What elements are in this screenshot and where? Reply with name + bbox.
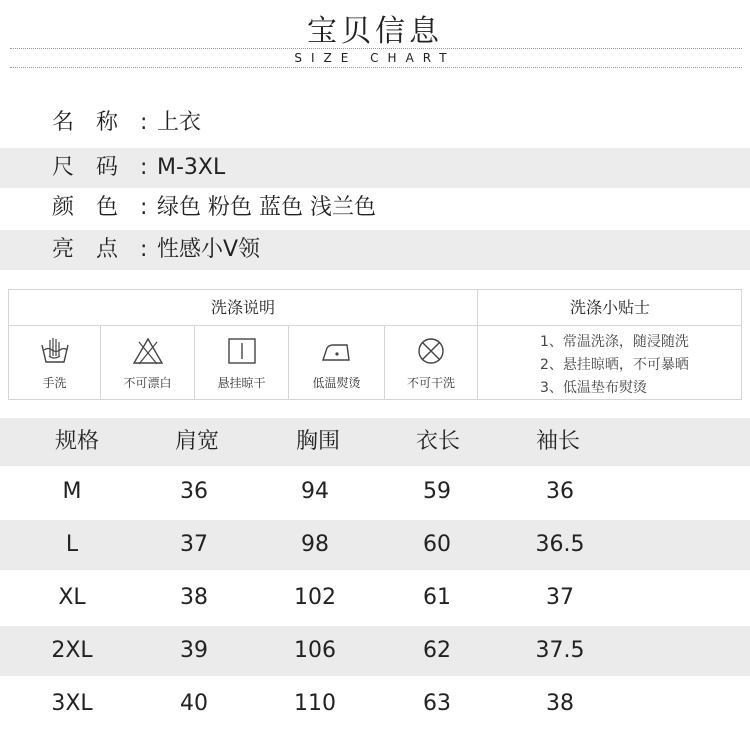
info-label: 亮点: [52, 237, 170, 262]
table-cell: 36.5 [535, 532, 585, 557]
table-cell: 60 [423, 532, 451, 557]
table-cell: 36 [546, 479, 574, 504]
table-row [0, 679, 750, 729]
info-row-name [0, 103, 750, 143]
divider [10, 67, 742, 68]
table-cell: 59 [423, 479, 451, 504]
info-row-size [0, 148, 750, 188]
page-subtitle: SIZE CHART [294, 51, 456, 65]
table-cell: 62 [423, 638, 451, 663]
table-cell: 106 [294, 638, 336, 663]
washing-tips [478, 326, 742, 399]
column-header: 肩宽 [174, 429, 219, 454]
no-bleach-icon [132, 336, 164, 366]
table-row [0, 626, 750, 676]
table-cell: 39 [180, 638, 208, 663]
wash-item [9, 326, 101, 399]
divider [10, 48, 742, 49]
info-row-color [0, 188, 750, 228]
table-cell: L [65, 532, 79, 557]
info-value: 上衣 [157, 110, 202, 135]
table-row [0, 467, 750, 517]
table-cell: 38 [180, 585, 208, 610]
info-value: 性感小V领 [157, 237, 261, 262]
wash-label: 不可干洗 [406, 376, 455, 390]
table-cell: 63 [423, 691, 451, 716]
wash-item [195, 326, 289, 399]
tip-item: 1、常温洗涤，随浸随洗 [540, 334, 689, 350]
column-header: 袖长 [535, 429, 580, 454]
size-table-header [0, 418, 750, 466]
table-cell: 102 [294, 585, 336, 610]
column-header: 衣长 [415, 429, 460, 454]
column-header: 规格 [54, 429, 99, 454]
table-cell: 37.5 [535, 638, 585, 663]
wash-label: 手洗 [42, 376, 67, 390]
column-header: 胸围 [295, 429, 340, 454]
tip-item: 2、悬挂晾晒，不可暴晒 [540, 357, 689, 373]
table-cell: 37 [546, 585, 574, 610]
wash-item [385, 326, 478, 399]
tips-title: 洗涤小贴士 [478, 290, 742, 326]
table-cell: M [62, 479, 82, 504]
info-value: 绿色 粉色 蓝色 浅兰色 [157, 195, 376, 220]
hand-wash-icon [39, 336, 71, 366]
table-cell: 110 [294, 691, 336, 716]
wash-label: 悬挂晾干 [217, 376, 266, 390]
wash-item [101, 326, 195, 399]
table-cell: XL [58, 585, 86, 610]
low-iron-icon [321, 336, 353, 366]
table-cell: 3XL [51, 691, 93, 716]
table-cell: 37 [180, 532, 208, 557]
info-value: M-3XL [157, 155, 226, 180]
table-cell: 40 [180, 691, 208, 716]
tip-item: 3、低温垫布熨烫 [540, 380, 647, 396]
wash-label: 不可漂白 [123, 376, 172, 390]
info-label: 名称: [52, 110, 170, 135]
no-dry-clean-icon [415, 336, 447, 366]
table-cell: 98 [301, 532, 329, 557]
table-row [0, 520, 750, 570]
table-cell: 61 [423, 585, 451, 610]
page-title: 宝贝信息 [307, 14, 443, 49]
washing-title: 洗涤说明 [9, 290, 478, 326]
table-cell: 2XL [51, 638, 93, 663]
info-label: 尺码: [52, 155, 170, 180]
wash-item [289, 326, 385, 399]
info-row-highlight [0, 230, 750, 270]
table-row [0, 573, 750, 623]
wash-label: 低温熨烫 [312, 376, 361, 390]
table-cell: 94 [301, 479, 329, 504]
washing-instructions [8, 289, 742, 400]
hang-dry-icon [226, 336, 258, 366]
info-label: 颜色: [52, 195, 170, 220]
table-cell: 38 [546, 691, 574, 716]
table-cell: 36 [180, 479, 208, 504]
